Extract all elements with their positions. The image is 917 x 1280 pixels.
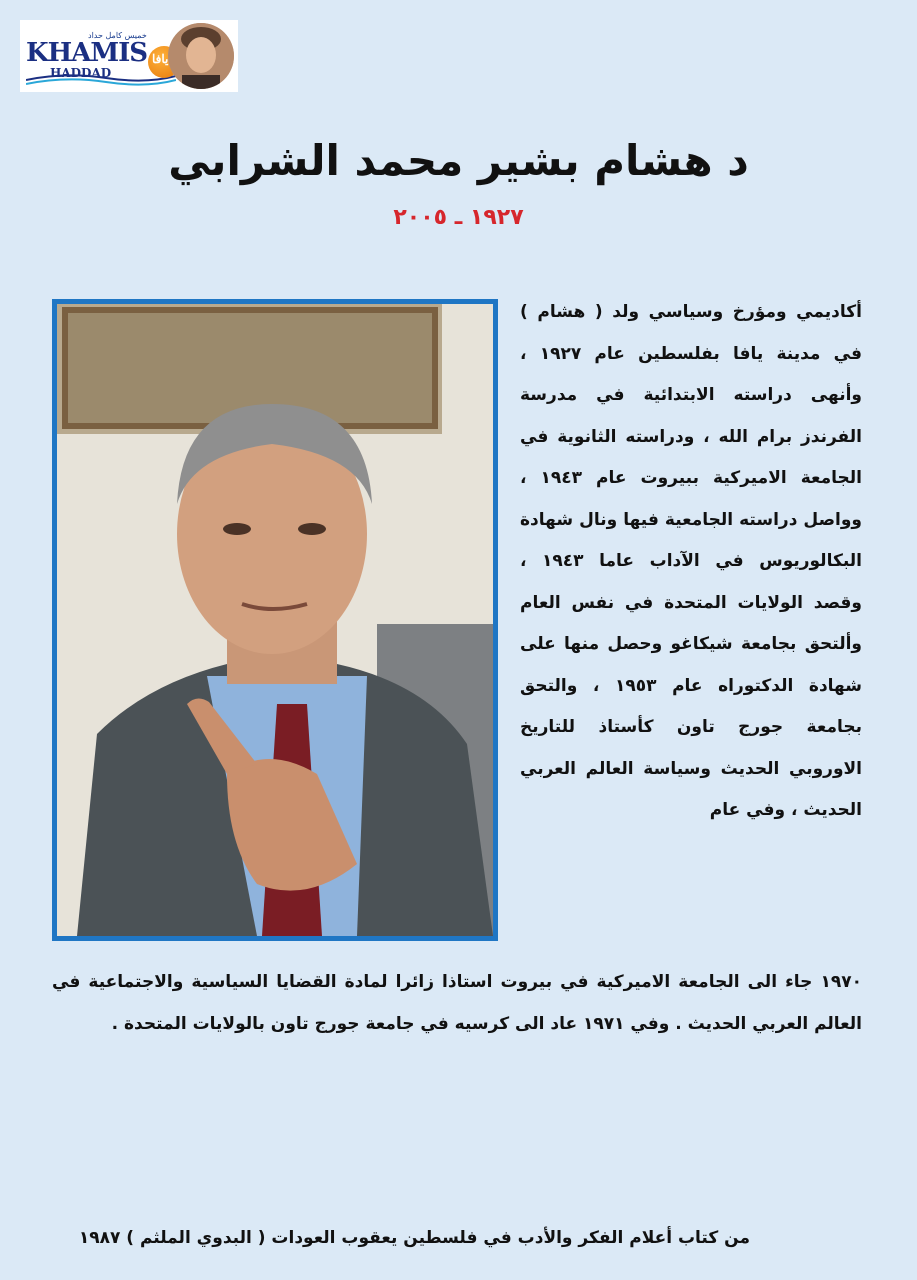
logo-portrait-image <box>168 23 234 89</box>
site-logo <box>20 20 238 92</box>
biography-side-text: أكاديمي ومؤرخ وسياسي ولد ( هشام ) في مدينة يافا بفلسطين عام ١٩٢٧ ، وأنهى دراسته الابتدائية في مدرسة الفرندز برام الله ، ودراسته الثانوية في الجامعة الاميركية ببيروت عام ١٩٤٣ ، وواصل دراسته الجامعية فيها ونال شهادة البكالوريوس في الآداب عاما ١٩٤٣ ، وقصد الولايات المتحدة في نفس العام وألتحق بجامعة شيكاغو وحصل منها على شهادة الدكتوراه عام ١٩٥٣ ، والتحق بجامعة جورج تاون كأستاذ للتاريخ الاوروبي الحديث وسياسة العالم العربي الحديث ، وفي عام <box>520 302 862 820</box>
logo-city: يافا <box>152 52 169 66</box>
portrait-photo <box>52 299 498 941</box>
page-title: د هشام بشير محمد الشرابي <box>168 136 749 185</box>
biography-side-paragraph <box>520 292 862 832</box>
logo-brand-sub: HADDAD <box>50 66 112 80</box>
logo-wordmark <box>26 28 176 88</box>
biography-full-text: ١٩٧٠ جاء الى الجامعة الاميركية في بيروت استاذا زائرا لمادة القضايا السياسية والاجتماعية في العالم العربي الحديث . وفي ١٩٧١ عاد الى كرسيه في جامعة جورج تاون بالولايات المتحدة . <box>52 972 862 1034</box>
source-citation: من كتاب أعلام الفكر والأدب في فلسطين يعقوب العودات ( البدوي الملثم ) ١٩٨٧ <box>78 1228 750 1248</box>
logo-small-text: خميس كامل حداد <box>88 31 147 40</box>
biography-full-paragraph <box>52 962 862 1045</box>
portrait-illustration <box>57 304 493 936</box>
life-years: ١٩٢٧ ـ ٢٠٠٥ <box>393 205 524 230</box>
logo-brand-main: KHAMIS <box>26 38 148 68</box>
